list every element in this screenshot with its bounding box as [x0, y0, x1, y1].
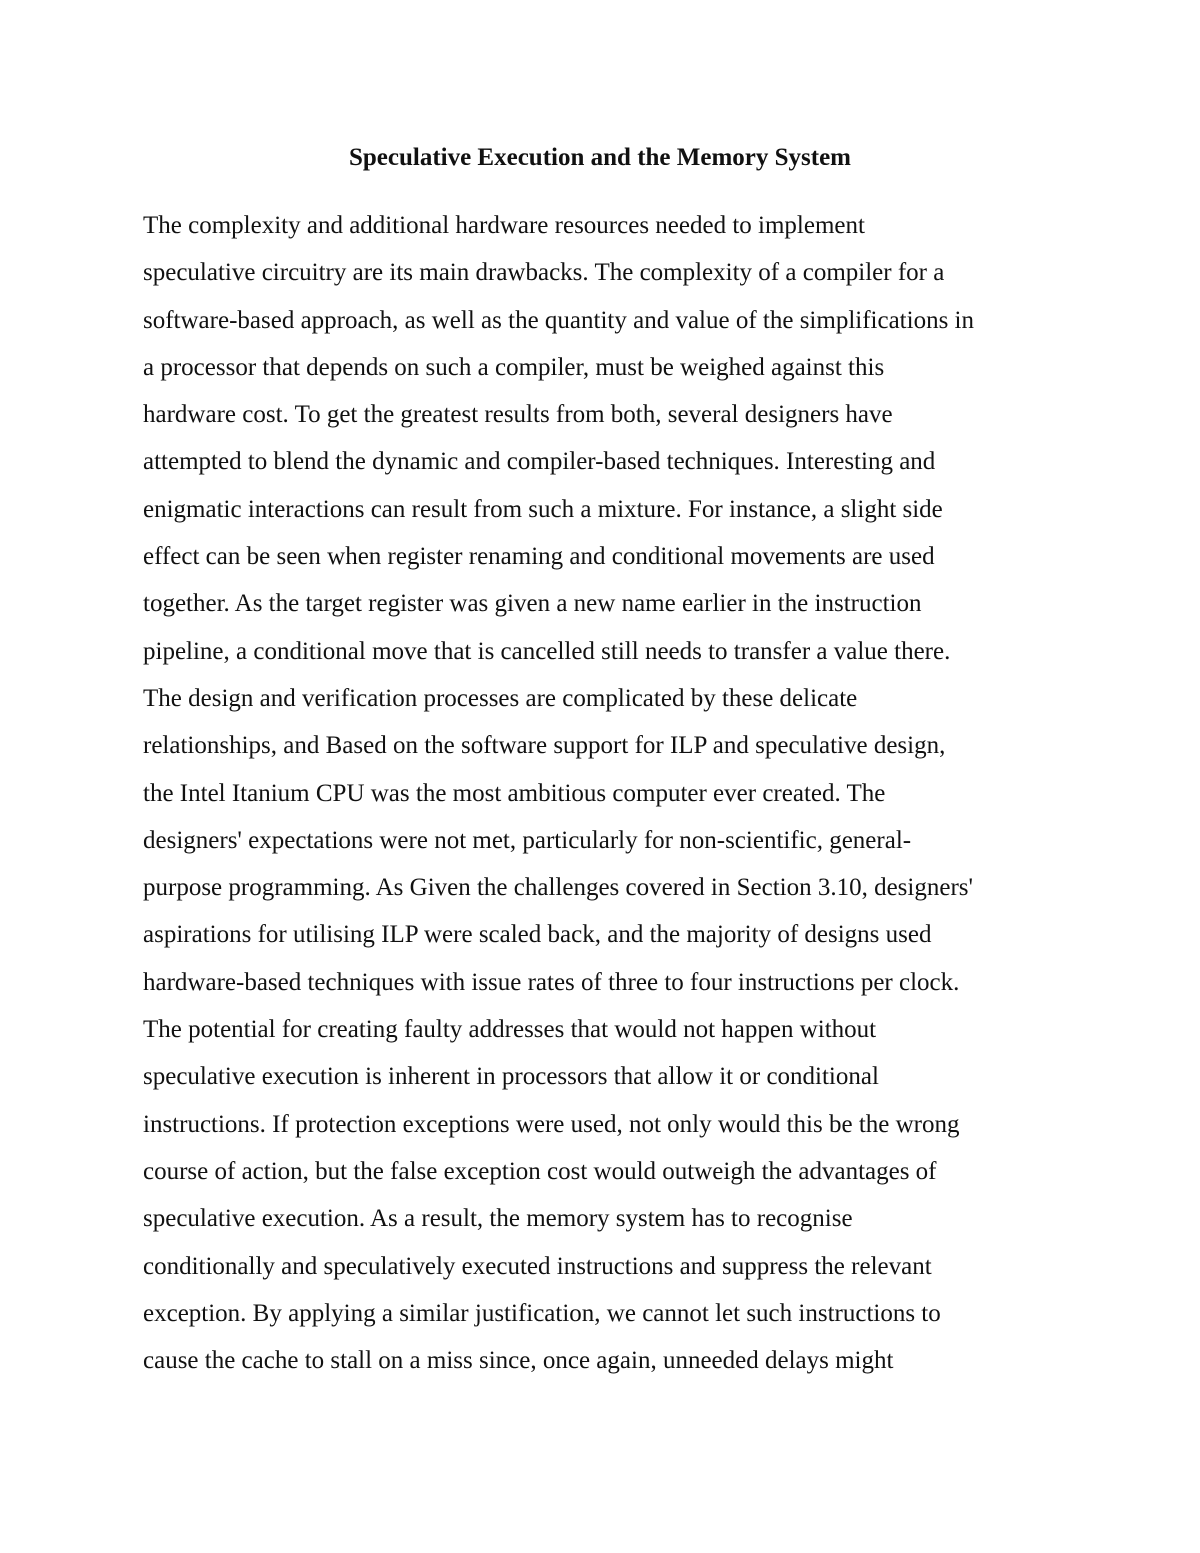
text-line: conditionally and speculatively executed instructions and suppress the relevant	[143, 1252, 932, 1280]
text-line: aspirations for utilising ILP were scaled back, and the majority of designs used	[143, 921, 932, 949]
text-line: hardware cost. To get the greatest results from both, several designers have	[143, 401, 893, 429]
text-line: hardware-based techniques with issue rates of three to four instructions per clock.	[143, 968, 960, 996]
text-line: speculative execution. As a result, the memory system has to recognise	[143, 1205, 853, 1233]
body-paragraph	[143, 202, 1083, 1384]
text-line: designers' expectations were not met, particularly for non-scientific, general-	[143, 826, 912, 854]
text-line: enigmatic interactions can result from such a mixture. For instance, a slight side	[143, 495, 943, 523]
text-line: effect can be seen when register renaming and conditional movements are used	[143, 543, 935, 571]
text-line: exception. By applying a similar justification, we cannot let such instructions to	[143, 1299, 941, 1327]
text-line: speculative execution is inherent in processors that allow it or conditional	[143, 1063, 879, 1091]
text-line: software-based approach, as well as the quantity and value of the simplifications in	[143, 306, 974, 334]
text-line: the Intel Itanium CPU was the most ambitious computer ever created. The	[143, 779, 886, 807]
text-line: pipeline, a conditional move that is cancelled still needs to transfer a value there.	[143, 637, 951, 665]
text-line: instructions. If protection exceptions were used, not only would this be the wrong	[143, 1110, 960, 1138]
text-line: purpose programming. As Given the challenges covered in Section 3.10, designers'	[143, 874, 974, 902]
text-line: relationships, and Based on the software support for ILP and speculative design,	[143, 732, 946, 760]
text-line: The potential for creating faulty addresses that would not happen without	[143, 1016, 877, 1044]
text-line: The complexity and additional hardware resources needed to implement	[143, 212, 865, 239]
text-line: speculative circuitry are its main drawbacks. The complexity of a compiler for a	[143, 259, 945, 287]
text-line: cause the cache to stall on a miss since, once again, unneeded delays might	[143, 1347, 894, 1375]
page-title: Speculative Execution and the Memory System	[348, 144, 852, 171]
text-line: together. As the target register was given a new name earlier in the instruction	[143, 590, 922, 618]
text-line: a processor that depends on such a compiler, must be weighed against this	[143, 353, 885, 381]
text-line: The design and verification processes are complicated by these delicate	[143, 684, 858, 712]
text-line: attempted to blend the dynamic and compiler-based techniques. Interesting and	[143, 448, 936, 476]
text-line: course of action, but the false exception cost would outweigh the advantages of	[143, 1157, 937, 1185]
